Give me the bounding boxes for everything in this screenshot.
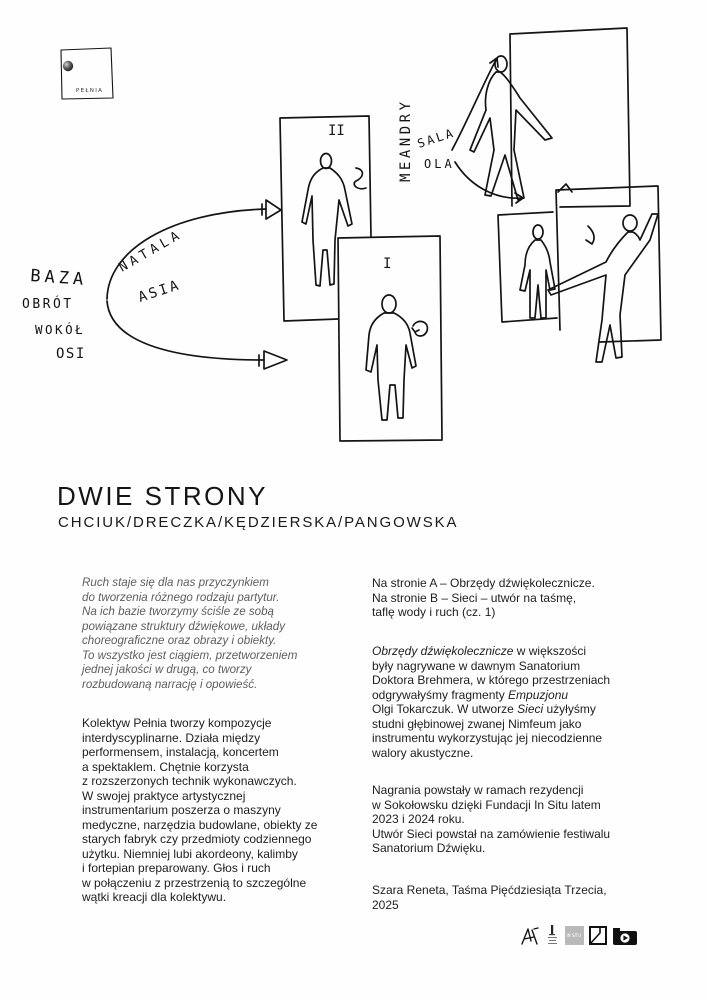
text-line — [82, 649, 297, 664]
text-segment: Doktora Brehmera, w którego przestrzeniach — [372, 673, 611, 687]
text-segment: choreograficzne oraz obrazy i obiekty. — [82, 634, 277, 647]
text-line — [372, 659, 610, 674]
text-line — [82, 876, 317, 891]
text-segment: To wszystko jest ciągiem, przetworzeniem — [82, 648, 298, 662]
text-line — [372, 673, 610, 688]
album-title: DWIE STRONY — [57, 481, 268, 511]
text-line — [82, 576, 297, 591]
text-line — [372, 731, 610, 746]
text-line — [82, 745, 317, 760]
text-segment: w większości — [513, 644, 587, 658]
text-line — [372, 827, 610, 842]
label-wokol: WOKÓŁ — [35, 322, 86, 337]
text-line — [372, 812, 610, 827]
frame-two — [280, 116, 371, 321]
text-line — [82, 591, 297, 606]
frame-one-label: I — [383, 256, 392, 272]
text-line — [82, 803, 317, 818]
frame-two-label: II — [328, 123, 345, 139]
text-line — [372, 591, 595, 606]
text-segment: były nagrywane w dawnym Sanatorium — [372, 658, 581, 673]
text-line — [82, 832, 317, 847]
text-line — [372, 605, 595, 620]
motion-hook — [586, 226, 594, 244]
text-segment: instrumentarium poszerza o maszyny — [82, 803, 281, 817]
text-line — [82, 663, 297, 678]
text-line — [82, 716, 317, 731]
text-segment: 2023 i 2024 roku. — [372, 812, 465, 826]
text-line — [82, 818, 317, 833]
partner-logos — [515, 920, 645, 950]
sides-paragraph — [372, 576, 595, 620]
intro-paragraph — [82, 576, 297, 692]
text-segment: do tworzenia różnego rodzaju partytur. — [82, 590, 280, 604]
text-segment: Kolektyw Pełnia tworzy kompozycje — [82, 716, 272, 730]
text-line — [82, 861, 317, 876]
handwritten-notes-right — [398, 58, 523, 203]
italic-work-title: Obrzędy dźwiękolecznicze — [372, 644, 514, 658]
text-line — [372, 898, 607, 913]
text-segment: w połączeniu z przestrzenią to szczególne — [82, 875, 307, 890]
pelnia-logo — [61, 48, 113, 99]
text-segment: Na ich bazie tworzymy ściśle ze sobą — [82, 605, 275, 618]
text-line — [82, 678, 297, 693]
frame-bottom-right — [498, 184, 661, 362]
text-segment: użytku. Niemniej lubi akordeony, kalimby — [82, 846, 298, 861]
label-natala: NATALA — [116, 226, 186, 276]
motion-squiggle — [354, 168, 366, 189]
label-baza: BAZA — [29, 266, 88, 290]
text-line — [82, 847, 317, 862]
label-osi: OSI — [56, 346, 86, 362]
in-situ-logo — [565, 926, 584, 945]
frame-logo-icon — [590, 927, 606, 944]
album-authors: CHCIUK/DRECZKA/KĘDZIERSKA/PANGOWSKA — [58, 514, 459, 531]
label-meandry: MEANDRY — [398, 98, 414, 182]
text-segment: performensem, instalacją, koncertem — [82, 745, 279, 759]
recording-paragraph — [372, 644, 610, 760]
dancer-figure — [366, 313, 416, 420]
text-line — [372, 576, 595, 591]
text-segment: Utwór Sieci powstał na zamówienie festiwalu — [372, 826, 611, 841]
italic-work-title: Empuzjonu — [508, 687, 569, 702]
logo-wordmark: PEŁNIA — [76, 88, 104, 94]
frame-one — [338, 236, 442, 441]
text-line — [82, 605, 297, 620]
label-sala: SALA — [415, 125, 457, 151]
text-line — [82, 731, 317, 746]
text-line — [372, 717, 610, 732]
logo-sphere-icon — [63, 61, 73, 71]
frame-bottom-right-outline — [556, 186, 661, 342]
text-line — [82, 774, 317, 789]
about-paragraph — [82, 716, 317, 905]
dancer-head — [321, 154, 332, 169]
text-segment: medyczne, narzędzia budowlane, obiekty ze — [82, 817, 318, 832]
dancer-figure — [302, 168, 352, 286]
text-line — [372, 841, 610, 856]
text-segment: Szara Reneta, Taśma Pięćdziesiąta Trzecia, — [372, 883, 607, 897]
arrow-lower-curve — [107, 301, 264, 360]
label-asia: ASIA — [136, 277, 183, 306]
text-segment: Na stronie A – Obrzędy dźwiękolecznicze. — [372, 576, 595, 590]
text-segment: W swojej praktyce artystycznej — [82, 788, 246, 803]
text-line — [372, 644, 610, 659]
text-segment: w Sokołowsku dzięki Fundacji In Situ latem — [372, 797, 601, 812]
text-line — [372, 746, 610, 761]
camera-play-icon — [613, 928, 637, 945]
text-segment: a spektaklem. Chętnie korzysta — [82, 759, 249, 774]
dancer-head — [623, 215, 637, 231]
text-segment: z rozszerzonych technik wykonawczych. — [82, 774, 297, 788]
frame-top-right — [470, 28, 630, 207]
text-line — [372, 688, 610, 703]
residency-paragraph — [372, 783, 610, 856]
frame-top-right-outline — [510, 28, 630, 207]
fork-arrows — [107, 200, 287, 369]
text-line — [372, 798, 610, 813]
text-segment: wątki kreacji dla kolektywu. — [82, 890, 227, 904]
text-line — [82, 789, 317, 804]
release-paragraph — [372, 883, 607, 912]
text-segment: odgrywałyśmy fragmenty — [372, 687, 509, 702]
dancer-head — [533, 225, 543, 239]
dancer-head — [382, 295, 396, 313]
text-segment: i fortepian preparowany. Głos i ruch — [82, 861, 271, 875]
rotation-arrow-icon — [412, 321, 427, 336]
text-segment: 2025 — [372, 897, 399, 912]
text-segment: walory akustyczne. — [372, 745, 474, 760]
text-segment: powiązane struktury dźwiękowe, układy — [82, 619, 285, 633]
dancer-figure — [520, 240, 555, 318]
tower-logo-icon — [548, 925, 557, 944]
frame-marker-icon — [558, 184, 572, 192]
text-line — [82, 634, 297, 649]
text-line — [82, 890, 317, 905]
text-segment: jednej jakości w drugą, co tworzy — [82, 663, 252, 676]
text-segment: taflę wody i ruch (cz. 1) — [372, 605, 496, 619]
italic-work-title: Sieci — [517, 702, 544, 716]
text-segment: instrumentu wykorzystując jej niecodzienne — [372, 731, 603, 745]
text-segment: rozbudowaną narrację i opowieść. — [82, 677, 258, 691]
text-segment: Olgi Tokarczuk. W utworze — [372, 702, 518, 716]
text-segment: interdyscyplinarne. Działa między — [82, 730, 261, 745]
text-line — [372, 783, 610, 798]
frame-two-outline — [280, 116, 371, 321]
text-line — [372, 702, 610, 717]
sketch-drawing — [0, 0, 707, 460]
in-situ-wordmark: IN SITU — [566, 933, 582, 938]
text-line — [372, 883, 607, 898]
arrow-lower-head-icon — [259, 351, 287, 369]
text-segment: studni głębinowej zwanej Nimfeum jako — [372, 716, 582, 731]
text-line — [82, 620, 297, 635]
text-segment: starych fabryk czy przedmioty codziennego — [82, 832, 312, 846]
label-ola: OLA — [424, 157, 455, 171]
frame-small-outline — [498, 212, 557, 322]
dancer-head — [495, 56, 507, 72]
handwritten-notes-left — [22, 227, 185, 362]
text-line — [82, 760, 317, 775]
text-segment: Sanatorium Dźwięku. — [372, 841, 486, 855]
text-segment: Ruch staje się dla nas przyczynkiem — [82, 576, 269, 589]
text-segment: Na stronie B – Sieci – utwór na taśmę, — [372, 590, 577, 605]
4a-logo-icon — [522, 928, 538, 944]
text-segment: Nagrania powstały w ramach rezydencji — [372, 783, 584, 797]
label-obrot: OBRÓT — [22, 297, 74, 312]
text-segment: użyłyśmy — [543, 702, 596, 716]
